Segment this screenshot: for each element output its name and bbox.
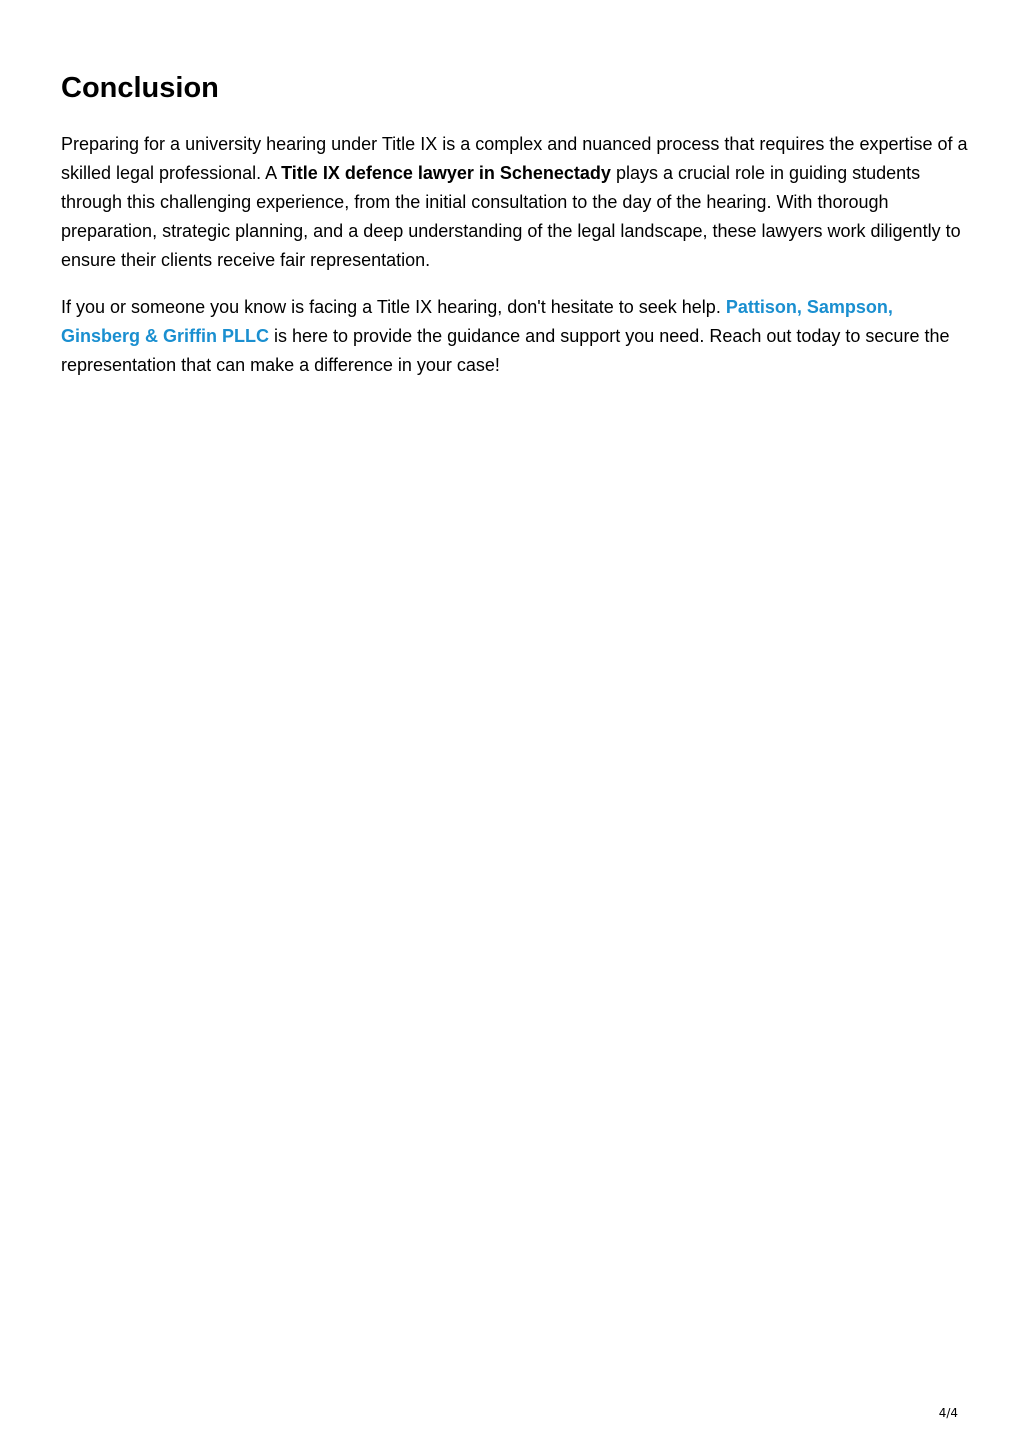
section-heading: Conclusion [61,72,219,104]
call-to-action-paragraph [61,293,971,380]
paragraph-text: Preparing for a university hearing under Title IX is a complex and nuanced process that requires the expertise of a skilled legal professional. A [61,134,968,183]
paragraph-text: If you or someone you know is facing a Title IX hearing, don't hesitate to seek help. [61,297,726,317]
conclusion-paragraph [61,130,971,275]
bold-keyword: Title IX defence lawyer in Schenectady [281,163,611,183]
law-firm-link[interactable]: Pattison, Sampson, Ginsberg & Griffin PLLC [61,297,893,346]
page-number: 4/4 [938,1406,958,1420]
paragraph-text: plays a crucial role in guiding students through this challenging experience, from the initial consultation to the day of the hearing. With thorough preparation, strategic planning, and a deep understanding of the legal landscape, these lawyers work diligently to ensure their clients receive fair representation. [61,163,961,270]
paragraph-text: is here to provide the guidance and support you need. Reach out today to secure the representation that can make a difference in your case! [61,326,950,375]
